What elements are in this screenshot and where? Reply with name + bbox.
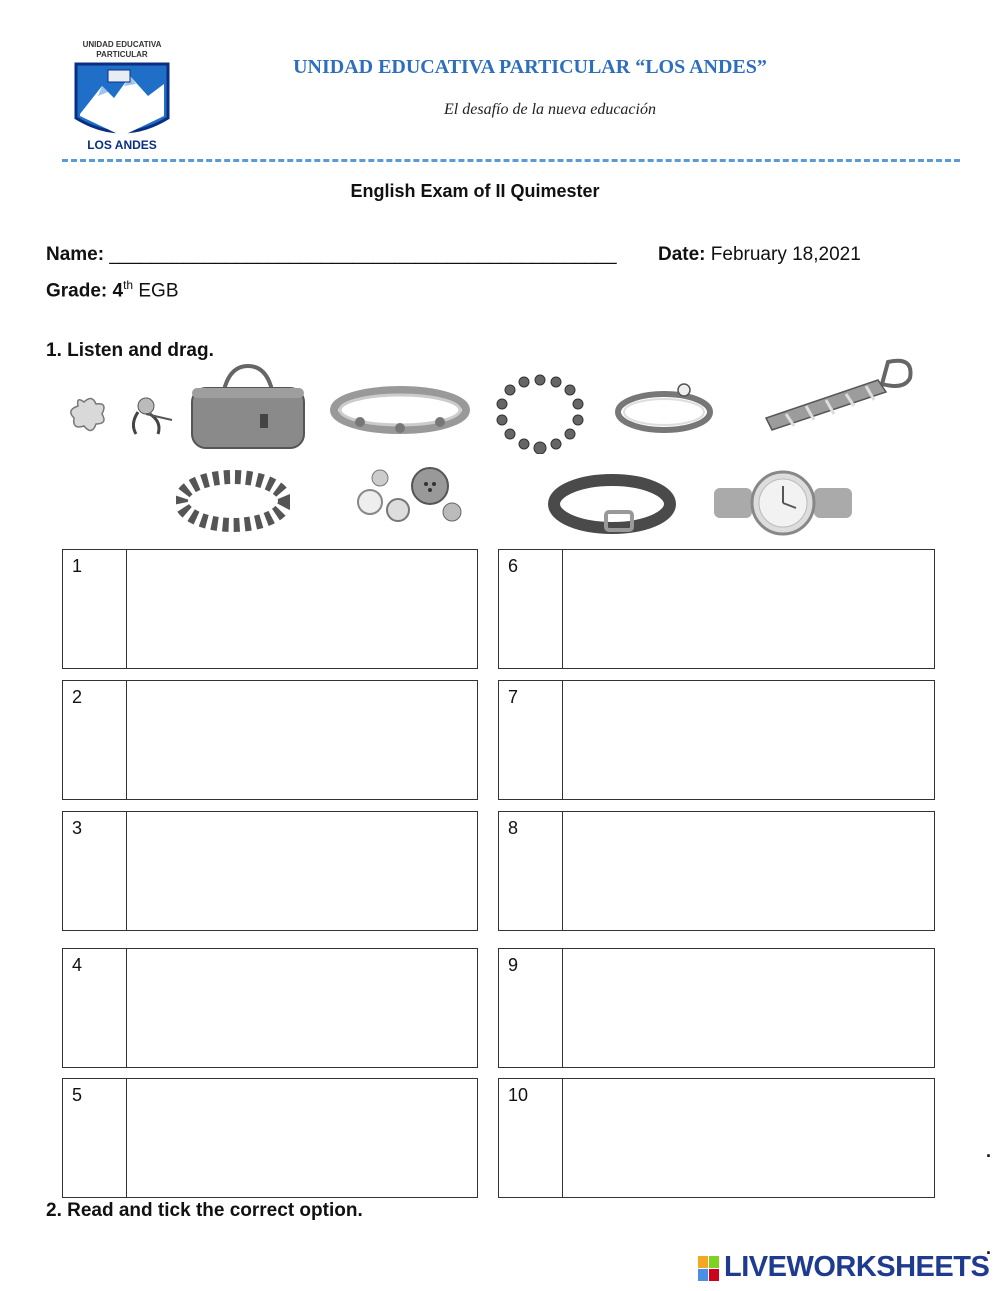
box-number: 2 [63, 681, 127, 799]
belt-icon[interactable] [548, 468, 676, 536]
necklace-icon[interactable] [494, 374, 586, 454]
box-number: 4 [63, 949, 127, 1067]
school-name: UNIDAD EDUCATIVA PARTICULAR “LOS ANDES” [293, 56, 767, 78]
section2-heading: 2. Read and tick the correct option. [46, 1200, 363, 1221]
exam-title: English Exam of II Quimester [350, 181, 600, 201]
drop-area[interactable] [128, 681, 477, 799]
drop-box-2[interactable] [62, 680, 478, 800]
drop-area[interactable] [128, 1079, 477, 1197]
drop-area[interactable] [564, 681, 934, 799]
stray-dot: . [986, 1238, 992, 1258]
box-number: 7 [499, 681, 563, 799]
drop-area[interactable] [564, 550, 934, 668]
drop-box-4[interactable] [62, 948, 478, 1068]
grade-row [46, 278, 179, 302]
watch-icon[interactable] [712, 470, 854, 536]
drop-area[interactable] [564, 1079, 934, 1197]
box-number: 1 [63, 550, 127, 668]
lw-blocks-icon [698, 1256, 720, 1282]
drop-area[interactable] [128, 550, 477, 668]
stray-dot: . [986, 1141, 992, 1161]
box-number: 8 [499, 812, 563, 930]
drop-box-1[interactable] [62, 549, 478, 669]
scarf-icon[interactable] [176, 470, 290, 532]
box-number: 5 [63, 1079, 127, 1197]
buttons-icon[interactable] [340, 464, 464, 530]
school-motto: El desafío de la nueva educación [444, 101, 656, 118]
drop-box-5[interactable] [62, 1078, 478, 1198]
drop-area[interactable] [128, 812, 477, 930]
date-row [658, 244, 861, 266]
drop-box-7[interactable] [498, 680, 935, 800]
drop-box-6[interactable] [498, 549, 935, 669]
name-label: Name: [46, 244, 105, 265]
date-value: February 18,2021 [710, 244, 861, 265]
drop-area[interactable] [564, 812, 934, 930]
box-number: 3 [63, 812, 127, 930]
name-blank: ________________________________________________ [109, 244, 617, 265]
drop-box-9[interactable] [498, 948, 935, 1068]
section1-heading: 1. Listen and drag. [46, 340, 214, 361]
ring-icon[interactable] [612, 378, 716, 436]
tie-icon[interactable] [756, 356, 920, 436]
drop-area[interactable] [564, 949, 934, 1067]
drop-area[interactable] [128, 949, 477, 1067]
liveworksheets-brand: LIVEWORKSHEETS [724, 1251, 990, 1283]
header-divider [62, 159, 960, 162]
box-number: 6 [499, 550, 563, 668]
box-number: 10 [499, 1079, 563, 1197]
date-label: Date: [658, 244, 706, 265]
drop-box-8[interactable] [498, 811, 935, 931]
drop-box-3[interactable] [62, 811, 478, 931]
grade-superscript: th [123, 278, 134, 292]
drop-box-10[interactable] [498, 1078, 935, 1198]
school-logo [62, 38, 182, 156]
shield-icon [72, 62, 172, 140]
name-row [46, 244, 617, 266]
grade-value: EGB [133, 280, 179, 302]
grade-label: Grade: 4 [46, 280, 124, 302]
logo-bottom-text: LOS ANDES [87, 138, 157, 152]
handbag-icon[interactable] [186, 364, 310, 452]
logo-top-text: UNIDAD EDUCATIVA PARTICULAR [82, 40, 162, 59]
earrings-icon[interactable] [62, 392, 174, 442]
bracelet-icon[interactable] [330, 380, 470, 440]
box-number: 9 [499, 949, 563, 1067]
